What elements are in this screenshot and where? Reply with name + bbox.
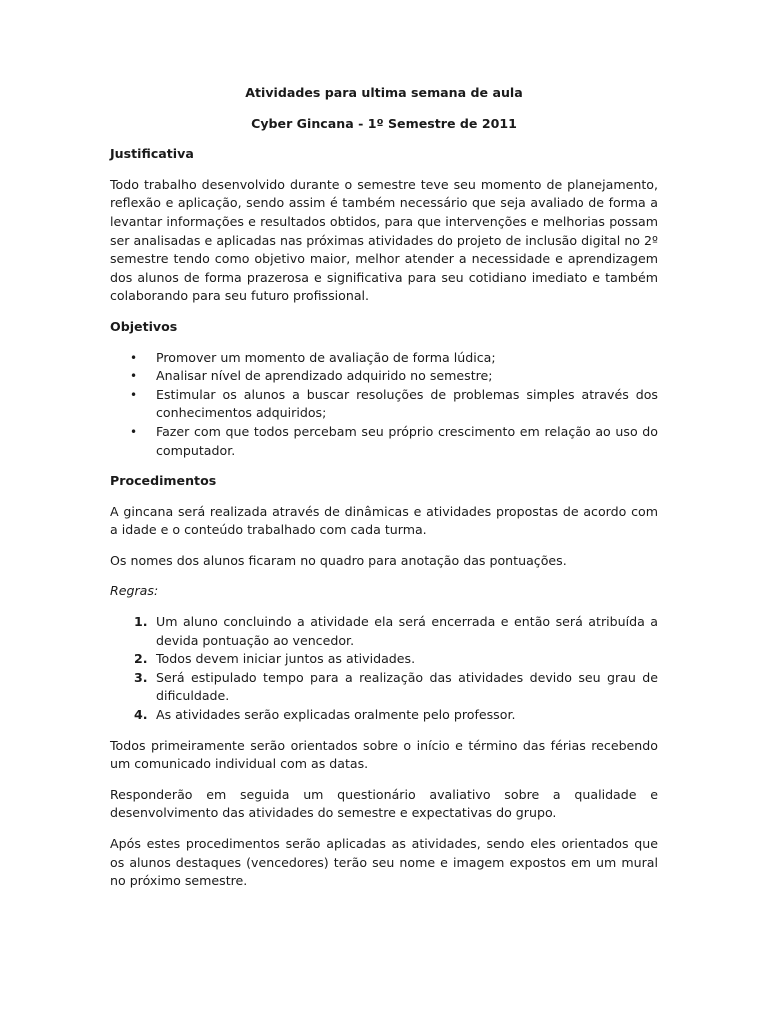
document-subtitle: Cyber Gincana - 1º Semestre de 2011 xyxy=(251,115,517,131)
list-item xyxy=(110,367,658,386)
list-item xyxy=(110,349,658,368)
procedimentos-para-2: Os nomes dos alunos ficaram no quadro para anotação das pontuações. xyxy=(110,552,567,568)
bullet-icon: • xyxy=(130,387,138,402)
list-item xyxy=(110,706,658,725)
regras-list xyxy=(110,613,658,725)
list-item xyxy=(110,423,658,460)
list-item-text: Um aluno concluindo a atividade ela será encerrada e então será atribuída a devida pontuação ao vencedor. xyxy=(156,614,658,648)
bullet-icon: • xyxy=(130,424,138,439)
list-item-text: Será estipulado tempo para a realização das atividades devido seu grau de dificuldade. xyxy=(156,669,658,704)
list-item-text: Estimular os alunos a buscar resoluções de problemas simples através dos conhecimentos adquiridos; xyxy=(156,386,658,421)
list-item-text: Analisar nível de aprendizado adquirido no semestre; xyxy=(156,368,493,384)
bullet-icon: • xyxy=(130,350,138,365)
document-title: Atividades para ultima semana de aula xyxy=(245,85,523,100)
list-number: 2. xyxy=(134,651,148,667)
list-item xyxy=(110,386,658,423)
list-item-text: Promover um momento de avaliação de forma lúdica; xyxy=(156,349,496,365)
list-number: 3. xyxy=(134,669,148,685)
objetivos-list xyxy=(110,349,658,461)
procedimentos-para-5: Após estes procedimentos serão aplicadas as atividades, sendo eles orientados que os alunos destaques (vencedores) terão seu nome e imagem expostos em um mural no próximo semestre. xyxy=(110,836,658,889)
list-item-text: As atividades serão explicadas oralmente pelo professor. xyxy=(156,707,516,723)
list-item xyxy=(110,650,658,669)
heading-procedimentos: Procedimentos xyxy=(110,473,217,489)
procedimentos-para-3: Todos primeiramente serão orientados sobre o início e término das férias recebendo um comunicado individual com as datas. xyxy=(110,737,658,772)
list-item xyxy=(110,613,658,650)
list-item-text: Todos devem iniciar juntos as atividades. xyxy=(156,651,416,667)
heading-justificativa: Justificativa xyxy=(110,146,194,162)
list-item xyxy=(110,669,658,706)
list-number: 4. xyxy=(134,707,148,723)
heading-objetivos: Objetivos xyxy=(110,318,178,334)
bullet-icon: • xyxy=(130,369,138,384)
list-item-text: Fazer com que todos percebam seu próprio crescimento em relação ao uso do computador. xyxy=(156,423,658,458)
procedimentos-para-4: Responderão em seguida um questionário avaliativo sobre a qualidade e desenvolvimento das atividades do semestre e expectativas do grupo. xyxy=(110,786,658,821)
justificativa-text: Todo trabalho desenvolvido durante o semestre teve seu momento de planejamento, reflexão e aplicação, sendo assim é também necessário que seja avaliado de forma a levantar informações e resultados obtidos, para que intervenções e melhorias possam ser analisadas e aplicadas nas próximas atividades do projeto de inclusão digital no 2º semestre tendo como objetivo maior, melhor atender a necessidade e aprendizagem dos alunos de forma prazerosa e significativa para seu cotidiano imediato e também colaborando para seu futuro profissional. xyxy=(110,176,658,304)
list-number: 1. xyxy=(134,614,148,630)
regras-label: Regras: xyxy=(110,583,159,599)
procedimentos-para-1: A gincana será realizada através de dinâmicas e atividades propostas de acordo com a idade e o conteúdo trabalhado com cada turma. xyxy=(110,503,658,538)
